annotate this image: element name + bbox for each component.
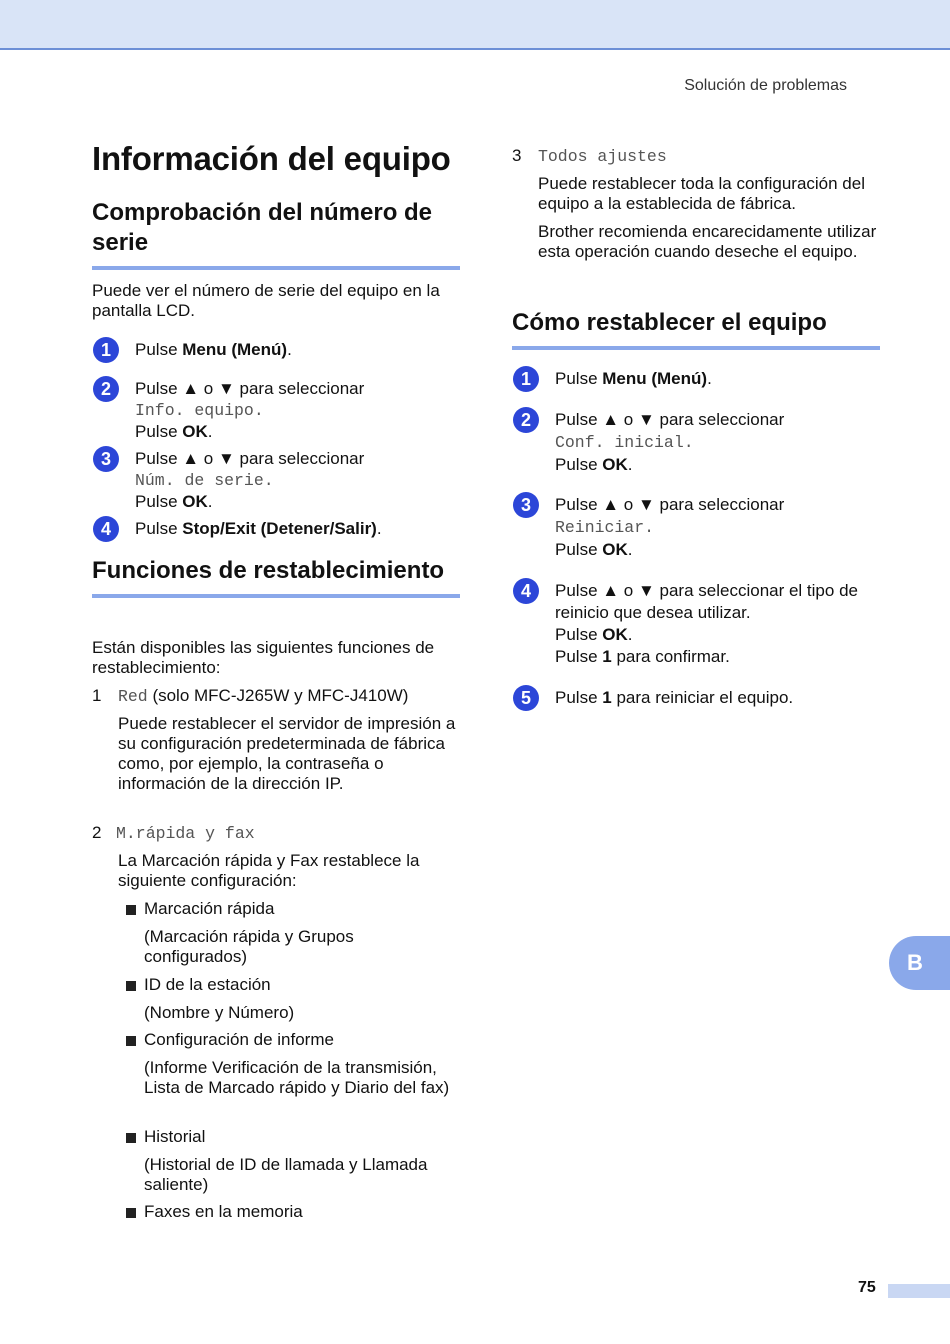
lcd-option: Info. equipo [135,401,254,420]
reset-heading: Funciones de restablecimiento [92,556,460,598]
step-number-icon: 4 [513,578,539,604]
running-header: Solución de problemas [684,77,847,94]
step-number-icon: 5 [513,685,539,711]
lcd-option: Red [118,687,148,706]
top-band [0,0,950,50]
step-number-icon: 1 [513,366,539,392]
serial-step-2: 2 Pulse ▲ o ▼ para seleccionar Info. equipo. Pulse OK. [93,378,364,442]
lcd-option: M.rápida y fax [116,824,255,843]
lcd-option: Todos ajustes [538,147,667,166]
restore-step-1: 1 Pulse Menu (Menú). [513,368,712,392]
restore-step-5: 5 Pulse 1 para reiniciar el equipo. [513,687,793,711]
page-number-bar [888,1284,950,1298]
square-bullet-icon [126,981,136,991]
lcd-option: Conf. inicial [555,433,684,452]
bullet-item: ID de la estación (Nombre y Número) [126,975,460,1023]
bullet-item: Marcación rápida (Marcación rápida y Grupos configurados) [126,899,460,967]
step-number-icon: 2 [93,376,119,402]
square-bullet-icon [126,1036,136,1046]
restore-step-2: 2 Pulse ▲ o ▼ para seleccionar Conf. inicial. Pulse OK. [513,409,784,476]
step-number-icon: 1 [93,337,119,363]
lcd-option: Núm. de serie [135,471,264,490]
serial-intro: Puede ver el número de serie del equipo en la pantalla LCD. [92,281,440,320]
square-bullet-icon [126,1208,136,1218]
chapter-tab: B [889,936,950,990]
bullet-item: Historial (Historial de ID de llamada y Llamada saliente) [126,1127,460,1195]
bullet-item: Configuración de informe (Informe Verificación de la transmisión, Lista de Marcado rápido y Diario del fax) [126,1030,460,1098]
serial-step-3: 3 Pulse ▲ o ▼ para seleccionar Núm. de serie. Pulse OK. [93,448,364,512]
step-number-icon: 2 [513,407,539,433]
restore-step-3: 3 Pulse ▲ o ▼ para seleccionar Reiniciar. Pulse OK. [513,494,784,561]
page-title: Información del equipo [92,140,451,177]
bullet-item: Faxes en la memoria [126,1202,460,1222]
restore-step-4: 4 Pulse ▲ o ▼ para seleccionar el tipo de reinicio que desea utilizar. Pulse OK. Pulse 1 para confirmar. [513,580,858,668]
reset-item-3: 3 Todos ajustes Puede restablecer toda la configuración del equipo a la establecida de fábrica. Brother recomienda encarecidamente utilizar esta operación cuando deseche el equipo. [512,146,877,261]
page-number: 75 [858,1279,876,1296]
step-number-icon: 4 [93,516,119,542]
serial-heading: Comprobación del número de serie [92,198,460,270]
lcd-option: Reiniciar [555,518,645,537]
square-bullet-icon [126,1133,136,1143]
reset-intro: Están disponibles las siguientes funciones de restablecimiento: [92,638,435,677]
reset-item-2: 2 M.rápida y fax La Marcación rápida y Fax restablece la siguiente configuración: [92,823,420,890]
serial-step-4: 4 Pulse Stop/Exit (Detener/Salir). [93,518,382,542]
square-bullet-icon [126,905,136,915]
serial-step-1: 1 Pulse Menu (Menú). [93,339,292,363]
step-number-icon: 3 [513,492,539,518]
step-number-icon: 3 [93,446,119,472]
restore-heading: Cómo restablecer el equipo [512,308,880,350]
reset-item-1: 1 Red (solo MFC-J265W y MFC-J410W) Puede restablecer el servidor de impresión a su configuración predeterminada de fábrica como, por ejemplo, la contraseña o información de la dirección IP. [92,686,456,793]
